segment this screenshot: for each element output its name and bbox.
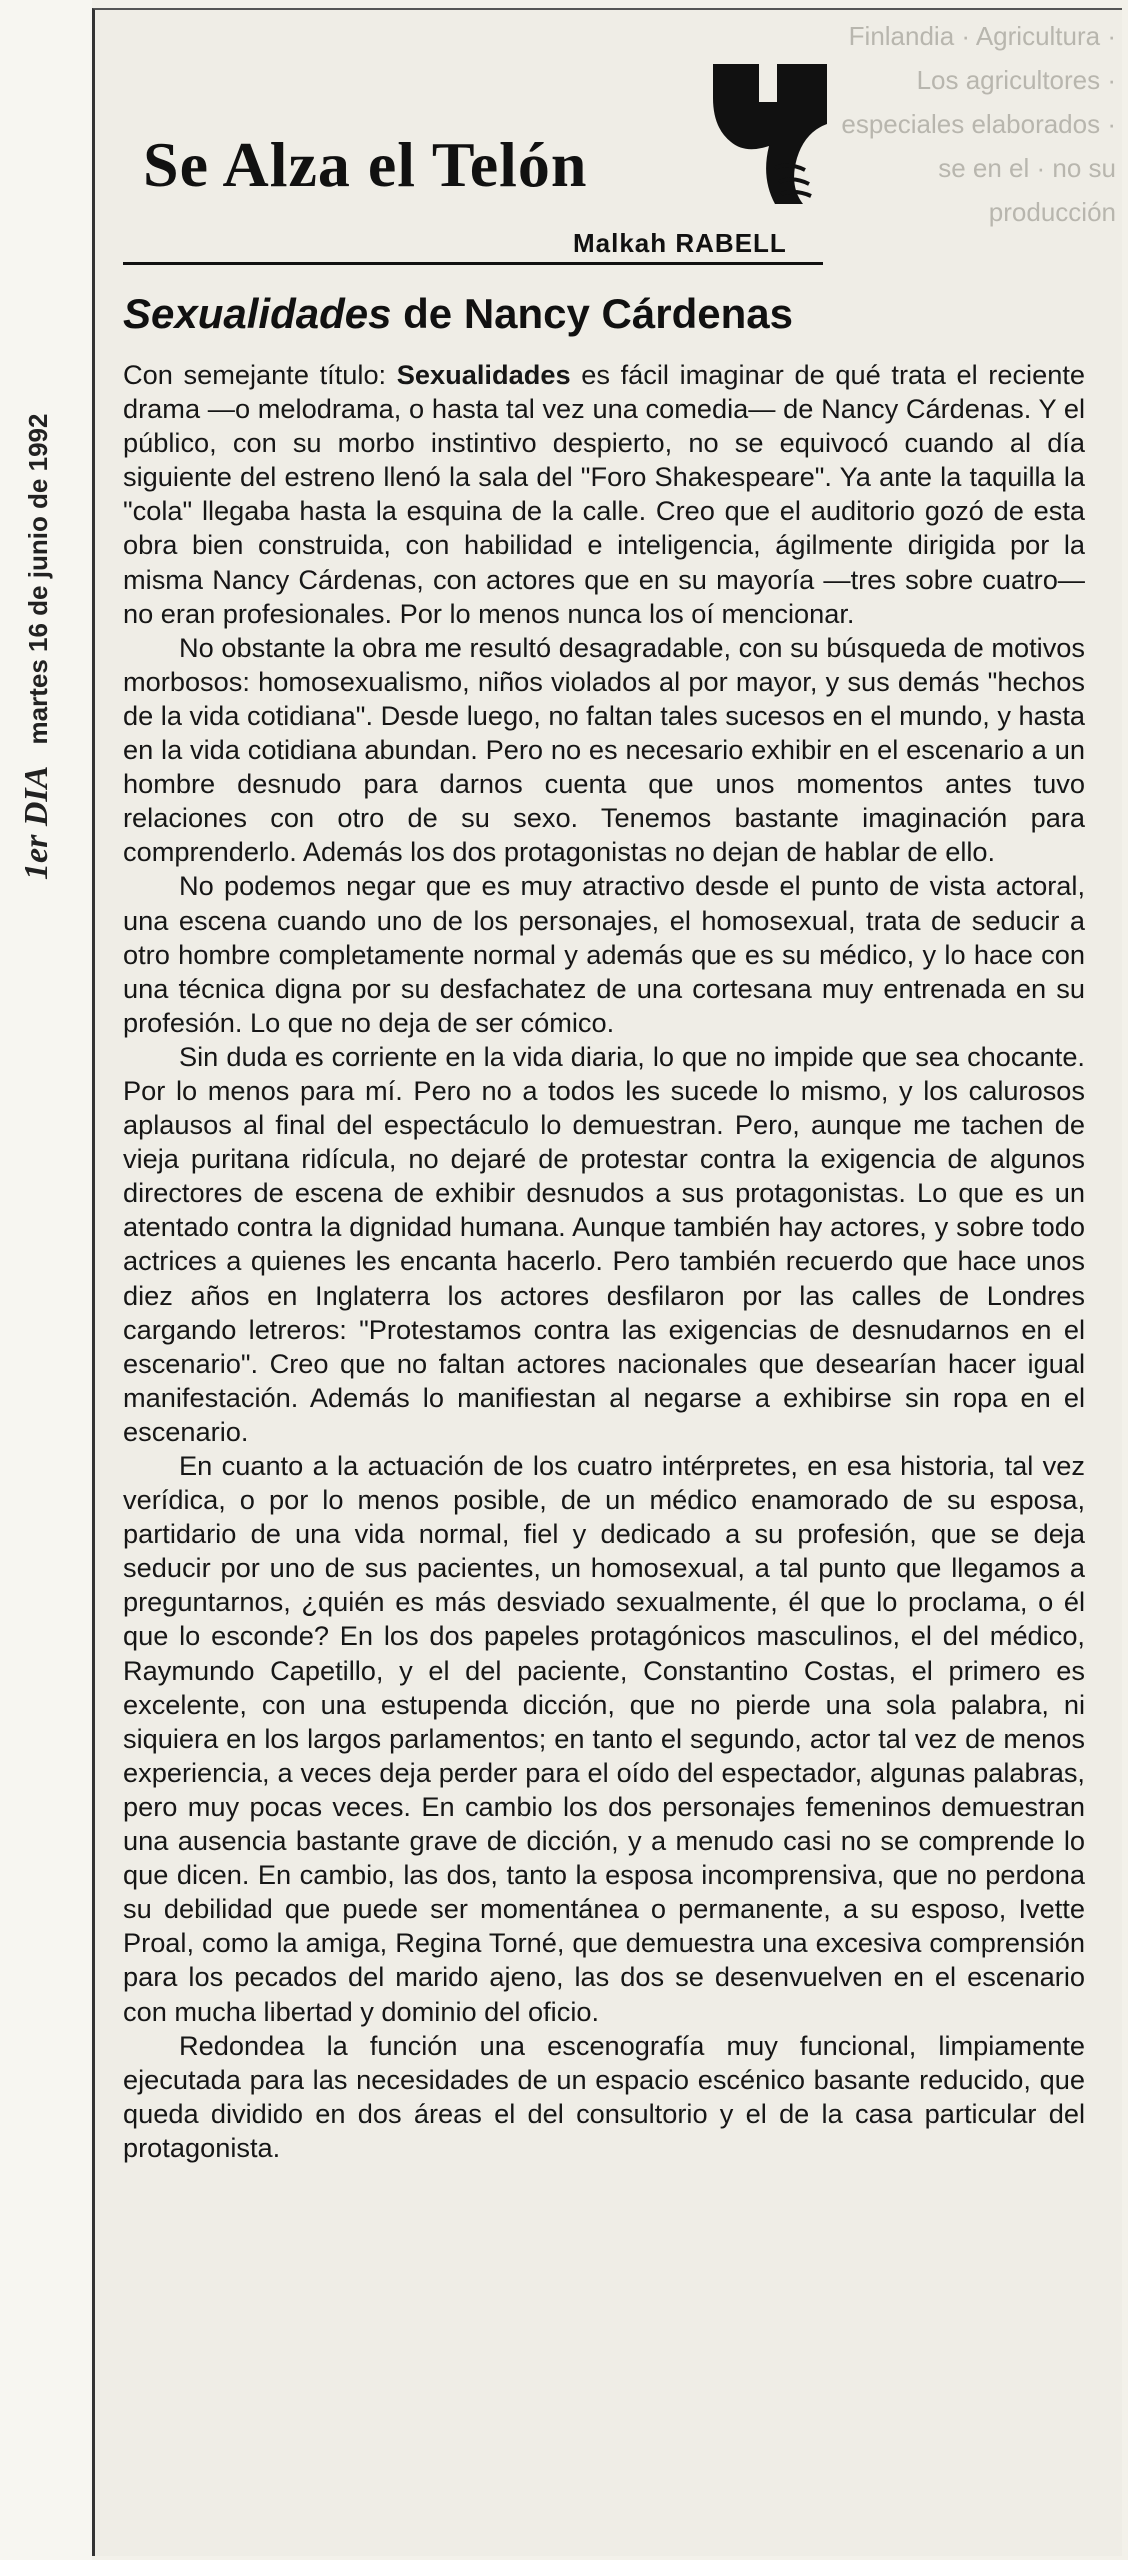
paragraph-4: Sin duda es corriente en la vida diaria, lo que no impide que sea chocante. Por lo menos para mí. Pero no a todos les sucede lo mismo, y los calurosos aplausos al final del espectáculo lo demuestran. Pero, aunque me tachen de vieja puritana ridícula, no dejaré de protestar contra la exigencia de algunos directores de escena de exhibir desnudos a sus protagonistas. Lo que es un atentado contra la dignidad humana. Aunque también hay actores, y sobre todo actrices a quienes les encanta hacerlo. Pero también recuerdo que hace unos diez años en Inglaterra los actores desfilaron por las calles de Londres cargando letreros: "Protestamos contra las exigencias de desnudarnos en el escenario". Creo que no faltan actores nacionales que desearían hacer igual manifestación. Además lo manifiestan al negarse a exhibirse sin ropa en el escenario. (123, 1040, 1085, 1447)
headline-play-title: Sexualidades (123, 290, 392, 337)
column-title: Se Alza el Telón (143, 129, 588, 200)
newspaper-logo: 1er DIA (18, 765, 55, 880)
header-divider (123, 262, 823, 265)
paragraph-2: No obstante la obra me resultó desagradable, con su búsqueda de motivos morbosos: homosexualismo, niños violados al por mayor, y sus demás "hechos de la vida cotidiana". Desde luego, no faltan tales sucesos en el mundo, y hasta en la vida cotidiana abundan. Pero no es necesario exhibir en el escenario a un hombre desnudo para darnos cuenta que unos momentos antes tuvo relaciones con otro de su sexo. Tenemos bastante imaginación para comprenderlo. Además los dos protagonistas no dejan de hablar de ello. (123, 631, 1085, 868)
author-byline: Malkah RABELL (573, 228, 787, 258)
paragraph-3: No podemos negar que es muy atractivo desde el punto de vista actoral, una escena cuando uno de los personajes, el homosexual, trata de seducir a otro hombre completamente normal y además que es su médico, y lo hace con una técnica digna por su desfachatez de una cortesana muy entrenada en su profesión. Lo que no deja de ser cómico. (123, 870, 1085, 1038)
publication-date: martes 16 de junio de 1992 (23, 413, 53, 745)
theater-column-logo-icon (705, 58, 835, 208)
paragraph-6: Redondea la función una escenografía muy funcional, limpiamente ejecutada para las necesidades de un espacio escénico basante reducido, que queda dividido en dos áreas el del consultorio y el de la casa particular del protagonista. (123, 2029, 1085, 2163)
paragraph-1 (123, 358, 1085, 631)
paragraph-5: En cuanto a la actuación de los cuatro intérpretes, en esa historia, tal vez verídica, o por lo menos posible, de un médico enamorado de su esposa, partidario de una vida normal, fiel y dedicado a su profesión, que se deja seducir por uno de sus pacientes, un homosexual, a tal punto que llegamos a preguntarnos, ¿quién es más desviado sexualmente, él que lo proclama, o él que lo esconde? En los dos papeles protagónicos masculinos, el del médico, Raymundo Capetillo, y el del paciente, Constantino Costas, el primero es excelente, con una estupenda dicción, que no pierde una sola palabra, ni siquiera en los largos parlamentos; en tanto el segundo, actor tal vez de menos experiencia, a veces deja perder para el oído del espectador, algunas palabras, pero muy pocas veces. En cambio los dos personajes femeninos demuestran una ausencia bastante grave de dicción, y a menudo casi no se comprende lo que dicen. En cambio, las dos, tanto la esposa incomprensiva, que no perdona su debilidad que puede ser momentánea o permanente, a su esposo, Ivette Proal, como la amiga, Regina Torné, que demuestra una excesiva comprensión para los pecados del marido ajeno, las dos se desenvuelven en el escenario con mucha libertad y dominio del oficio. (123, 1450, 1085, 2027)
article-headline (123, 290, 1083, 338)
p1-start: Con semejante título: (123, 359, 397, 390)
bleed-through-text: Finlandia · Agricultura · Los agricultores · especiales elaborados · se en el · no su producción (841, 21, 1116, 227)
newspaper-clipping (92, 8, 1122, 2556)
newspaper-date-caption (18, 414, 56, 880)
page-margin (0, 0, 92, 2560)
p1-rest: es fácil imaginar de qué trata el reciente drama —o melodrama, o hasta tal vez una comedia— de Nancy Cárdenas. Y el público, con su morbo instintivo despierto, no se equivocó cuando al día siguiente del estreno llenó la sala del "Foro Shakespeare". Ya ante la taquilla la "cola" llegaba hasta la esquina de la calle. Creo que el auditorio gozó de esta obra bien construida, con habilidad e inteligencia, ágilmente dirigida por la misma Nancy Cárdenas, con actores que en su mayoría —tres sobre cuatro— no eran profesionales. Por lo menos nunca los oí mencionar. (123, 359, 1086, 629)
p1-bold-title: Sexualidades (396, 359, 571, 390)
headline-rest: de Nancy Cárdenas (391, 290, 793, 337)
article-body (123, 358, 1085, 2165)
